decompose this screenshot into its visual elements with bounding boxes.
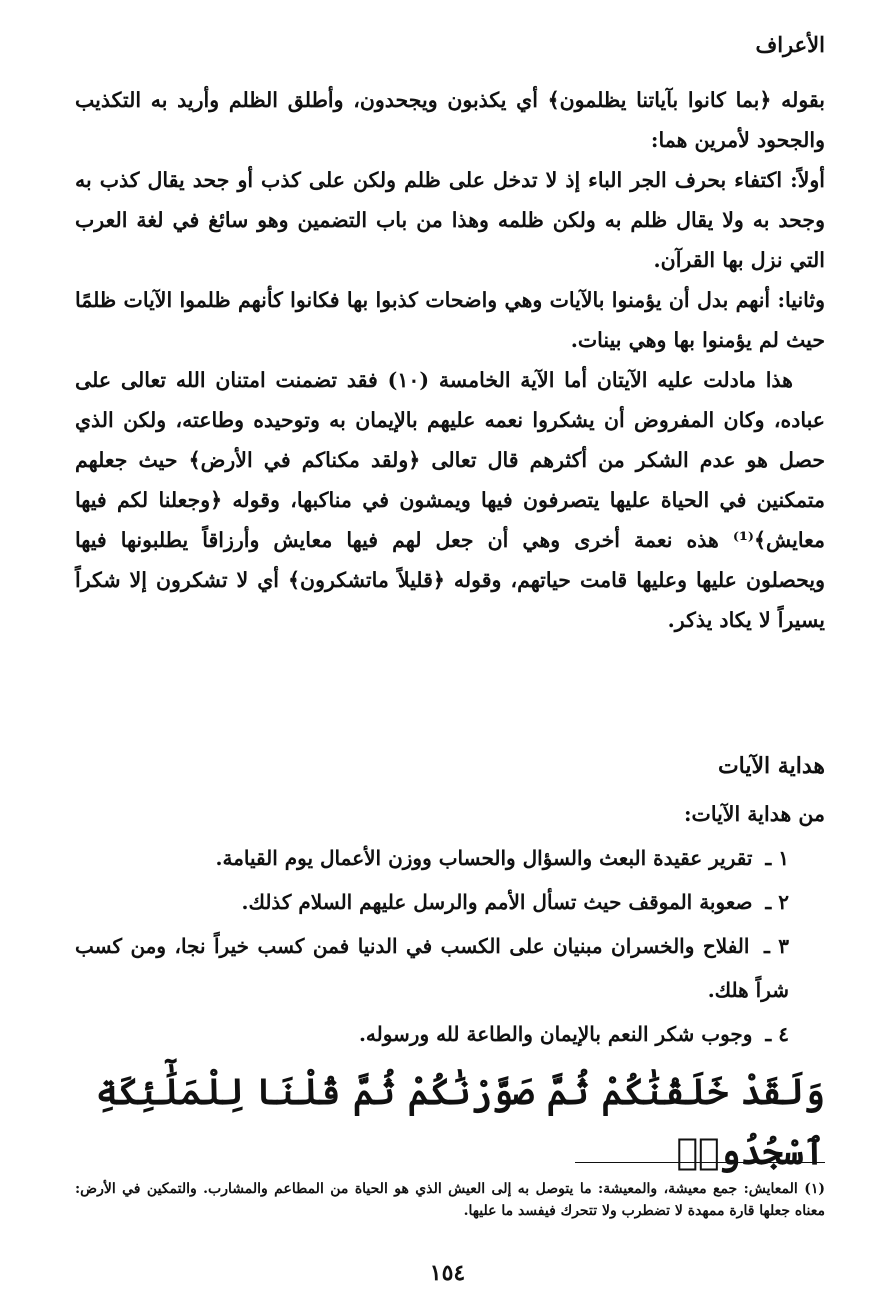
guidance-item bbox=[75, 836, 825, 880]
guidance-item-text: صعوبة الموقف حيث تسأل الأمم والرسل عليهم السلام كذلك. bbox=[241, 890, 753, 914]
guidance-item bbox=[75, 1012, 825, 1056]
guidance-intro: من هداية الآيات: bbox=[683, 802, 825, 826]
commentary-paragraph-3: وثانيا: أنهم بدل أن يؤمنوا بالآيات وهي واضحات كذبوا بها فكانوا كأنهم ظلموا الآيات ظلمًا حيث لم يؤمنوا بها وهي بينات. bbox=[75, 288, 825, 352]
commentary-paragraph-2: أولاً: اكتفاء بحرف الجر الباء إذ لا تدخل على ظلم ولكن على كذب أو جحد يقال كذب به وجحد به ولا يقال ظلم به ولكن ظلمه وهذا من باب التضمين وهو سائغ في لغة العرب التي نزل بها القرآن. bbox=[75, 168, 825, 272]
commentary-body bbox=[75, 80, 825, 640]
guidance-item-text: الفلاح والخسران مبنيان على الكسب في الدنيا فمن كسب خيراً نجا، ومن كسب شراً هلك. bbox=[75, 934, 789, 1002]
guidance-item-number: ١ ـ bbox=[765, 846, 789, 870]
footnote-divider bbox=[575, 1162, 825, 1163]
commentary-paragraph-1: بقوله ﴿بما كانوا بآياتنا يظلمون﴾ أي يكذبون ويجحدون، وأطلق الظلم وأريد به التكذيب والجحود لأمرين هما: bbox=[75, 88, 825, 152]
guidance-item-text: تقرير عقيدة البعث والسؤال والحساب ووزن الأعمال يوم القيامة. bbox=[215, 846, 753, 870]
guidance-item-number: ٢ ـ bbox=[765, 890, 789, 914]
guidance-item-text: وجوب شكر النعم بالإيمان والطاعة لله ورسوله. bbox=[358, 1022, 753, 1046]
guidance-item bbox=[75, 880, 825, 924]
commentary-paragraph-4: هذا مادلت عليه الآيتان أما الآية الخامسة (١٠) فقد تضمنت امتنان الله تعالى على عباده، وكان المفروض أن يشكروا نعمه عليهم بالإيمان به وتوحيده وطاعته، ولكن الذي حصل هو عدم الشكر من أكثرهم قال تعالى ﴿ولقد مكناكم في الأرض﴾ حيث جعلهم متمكنين في الحياة عليها يتصرفون فيها ويمشون في مناكبها، وقوله ﴿وجعلنا لكم فيها معايش﴾⁽¹⁾ هذه نعمة أخرى وهي أن جعل لهم فيها معايش وأرزاقاً يطلبونها فيها ويحصلون عليها وعليها قامت حياتهم، وقوله ﴿قليلاً ماتشكرون﴾ أي لا تشكرون إلا شكراً يسيراً لا يكاد يذكر. bbox=[75, 368, 825, 632]
running-head: الأعراف bbox=[755, 32, 825, 57]
section-heading: هداية الآيات bbox=[717, 753, 825, 779]
quran-verse-line: وَلَقَدْ خَلَقْنَٰكُمْ ثُمَّ صَوَّرْنَٰكُمْ ثُمَّ قُلْنَا لِلْمَلَٰٓئِكَةِ ٱسْجُدُوا۟ bbox=[95, 1071, 825, 1173]
page-number: ١٥٤ bbox=[429, 1260, 466, 1286]
guidance-item-number: ٤ ـ bbox=[765, 1022, 789, 1046]
guidance-item bbox=[75, 924, 825, 1012]
footnote: (١) المعايش: جمع معيشة، والمعيشة: ما يتوصل به إلى العيش الذي هو الحياة من المطاعم والمشارب. والتمكين في الأرض: معناه جعلها قارة ممهدة لا تضطرب ولا تتحرك فيفسد ما عليها. bbox=[75, 1181, 825, 1219]
guidance-list bbox=[75, 836, 825, 1056]
guidance-item-number: ٣ ـ bbox=[763, 934, 790, 958]
